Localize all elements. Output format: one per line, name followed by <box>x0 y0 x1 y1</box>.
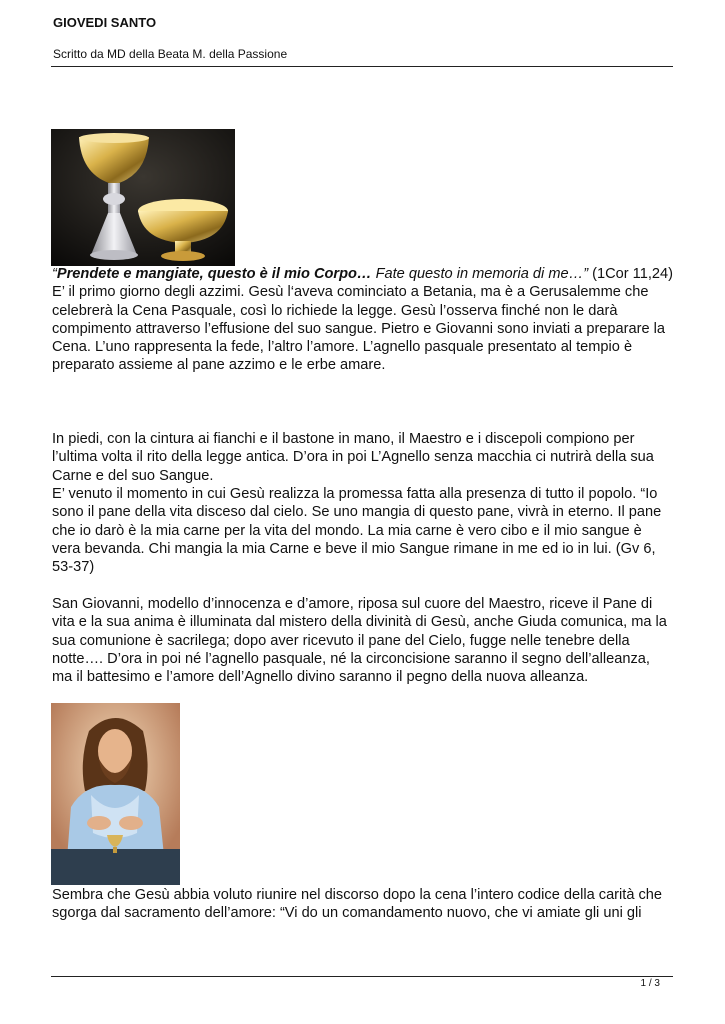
intro-text: (1Cor 11,24) E’ il primo giorno degli azzimi. Gesù l‘aveva cominciato a Betania, ma è a Gerusalemme che celebrerà la Cena Pasquale, così lo richiede la legge. Gesù l’osserva finché non le darà compimento attraverso l’effusione del suo sangue. Pietro e Giovanni sono inviati a preparare la Cena. L’uno rappresenta la fede, l’altro l’amore. L’agnello pasquale presentato al tempio è preparato assieme al pane azzimo e le erbe amare. <box>52 266 673 374</box>
footer-divider <box>51 976 673 977</box>
quote-italic: Fate questo in memoria di me…” <box>371 266 589 282</box>
paragraph-intro <box>52 265 674 375</box>
paragraph-3: E’ venuto il momento in cui Gesù realizza la promessa fatta alla presenza di tutto il popolo. “Io sono il pane della vita disceso dal cielo. Se uno mangia di questo pane, vivrà in eterno. Il pane che io darò è la mia carne per la vita del mondo. La mia carne è vero cibo e il mio sangue è vera bevanda. Chi mangia la mia Carne e beve il mio Sangue rimane in me ed io in lui. (Gv 6, 53-37) <box>52 486 662 576</box>
quote-bold: Prendete e mangiate, questo è il mio Corpo… <box>56 266 372 282</box>
chalice-image <box>51 129 235 266</box>
paragraph-4: San Giovanni, modello d’innocenza e d’amore, riposa sul cuore del Maestro, riceve il Pane di vita e la sua anima è illuminata dal mistero della divinità di Gesù, anche Giuda comunica, ma la sua comunione è sacrilega; dopo aver ricevuto il pane del Cielo, fugge nelle tenebre della notte…. D’ora in poi né l’agnello pasquale, né la circoncisione saranno il segno dell’alleanza, ma il battesimo e l’amore dell’Agnello divino saranno il pegno della nuova alleanza. <box>52 596 667 686</box>
document-title: GIOVEDI SANTO <box>53 15 157 30</box>
paragraph-2: In piedi, con la cintura ai fianchi e il bastone in mano, il Maestro e i discepoli compiono per l’ultima volta il rito della legge antica. D’ora in poi L’Agnello senza macchia ci nutrirà della sua Carne e del suo Sangue. <box>52 431 654 484</box>
page-number: 1 / 3 <box>640 978 660 989</box>
paragraph-5: Sembra che Gesù abbia voluto riunire nel discorso dopo la cena l’intero codice della carità che sgorga dal sacramento dell’amore: “Vi do un comandamento nuovo, che vi amiate gli uni gli <box>52 887 663 922</box>
header-divider <box>51 66 673 67</box>
document-subtitle: Scritto da MD della Beata M. della Passione <box>53 47 288 61</box>
jesus-image <box>51 703 180 885</box>
quote-open: “ <box>52 266 57 282</box>
